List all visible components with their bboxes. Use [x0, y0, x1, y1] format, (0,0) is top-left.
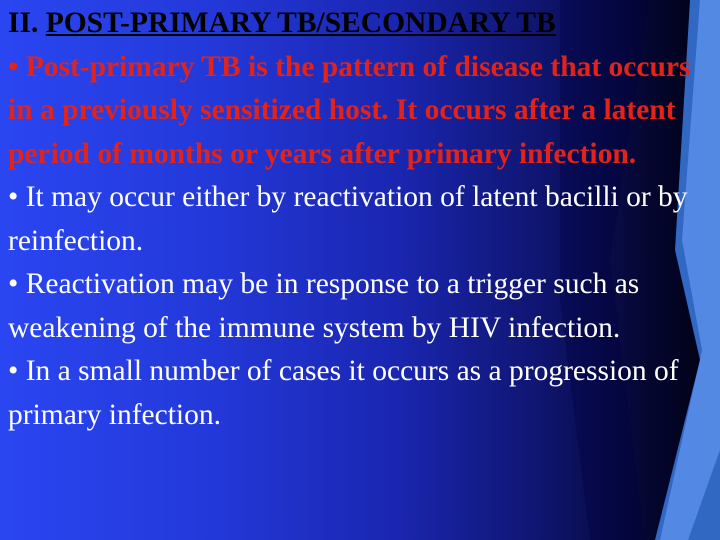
slide-content [8, 2, 698, 437]
title-underlined: POST-PRIMARY TB/SECONDARY TB [45, 7, 556, 39]
title-prefix: II. [8, 7, 46, 39]
bullet-post-primary-definition: • Post-primary TB is the pattern of disease that occurs in a previously sensitized host. It occurs after a latent period of months or years after primary infection. [8, 50, 691, 170]
slide-title [8, 2, 698, 46]
bullet-reactivation-or-reinfection: • It may occur either by reactivation of latent bacilli or by reinfection. [8, 181, 688, 257]
bullet-reactivation-trigger: • Reactivation may be in response to a trigger such as weakening of the immune system by HIV infection. [8, 268, 640, 344]
bullet-progression: • In a small number of cases it occurs as a progression of primary infection. [8, 355, 679, 431]
